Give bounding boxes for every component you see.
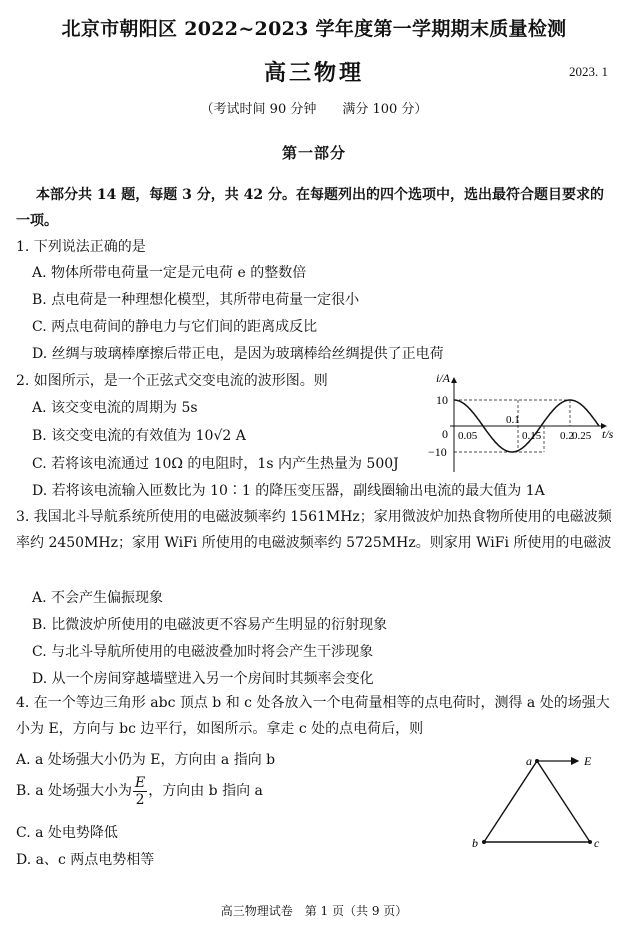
y-pos-label: 10 — [436, 393, 448, 407]
tick-0-2: 0.2 — [560, 430, 574, 442]
exam-info: （考试时间 90 分钟 满分 100 分） — [200, 102, 428, 117]
fraction-denominator: 2 — [135, 791, 145, 808]
q2-option-d: D. 若将该电流输入匝数比为 10∶1 的降压变压器，副线圈输出电流的最大值为 1A — [32, 483, 545, 499]
tick-0-1: 0.1 — [506, 414, 520, 426]
q3-option-d: D. 从一个房间穿越墙壁进入另一个房间时其频率会变化 — [32, 671, 374, 687]
section-title: 第一部分 — [281, 144, 346, 162]
q1-option-a: A. 物体所带电荷量一定是元电荷 e 的整数倍 — [32, 265, 307, 281]
point-b — [482, 840, 486, 844]
origin-label: 0 — [442, 427, 448, 441]
label-a: a — [526, 754, 532, 768]
tick-0-25: 0.25 — [572, 430, 592, 442]
tick-0-15: 0.15 — [522, 430, 542, 442]
exam-date: 2023. 1 — [569, 64, 608, 79]
section-intro: 本部分共 14 题，每题 3 分，共 42 分。在每题列出的四个选项中，选出最符合题目要求的一项。 — [16, 187, 604, 229]
subject-title: 高三物理 — [263, 60, 364, 86]
point-a — [535, 759, 539, 763]
q4-option-b-pre: B. a 处场强大小为 — [16, 783, 132, 799]
q4-stem: 4. 在一个等边三角形 abc 顶点 b 和 c 处各放入一个电荷量相等的点电荷时，测得 a 处的场强大小为 E，方向与 bc 边平行，如图所示。拿走 c 处的点电荷后，则 — [16, 695, 610, 737]
q1-option-b: B. 点电荷是一种理想化模型，其所带电荷量一定很小 — [32, 292, 360, 308]
q3-option-a: A. 不会产生偏振现象 — [32, 590, 164, 606]
y-axis-label: i/A — [436, 371, 450, 385]
q4-triangle-figure — [470, 748, 610, 858]
q2-option-b: B. 该交变电流的有效值为 10√2 A — [32, 428, 246, 444]
triangle-abc — [484, 761, 590, 842]
q2-option-c: C. 若将该电流通过 10Ω 的电阻时，1s 内产生热量为 500J — [32, 456, 399, 472]
q4-option-a: A. a 处场强大小仍为 E，方向由 a 指向 b — [16, 752, 276, 768]
tick-0-05: 0.05 — [458, 430, 478, 442]
q1-option-c: C. 两点电荷间的静电力与它们间的距离成反比 — [32, 319, 318, 335]
q4-option-b-fraction — [133, 775, 147, 808]
q4-option-b-post: ，方向由 b 指向 a — [148, 783, 263, 799]
label-E: E — [584, 754, 592, 768]
q4-option-b — [16, 774, 263, 808]
q1-option-d: D. 丝绸与玻璃棒摩擦后带正电，是因为玻璃棒给丝绸提供了正电荷 — [32, 346, 444, 362]
q4-option-d: D. a、c 两点电势相等 — [16, 852, 155, 868]
q2-option-a: A. 该交变电流的周期为 5s — [32, 400, 198, 416]
exam-title: 北京市朝阳区 2022~2023 学年度第一学期期末质量检测 — [61, 18, 567, 40]
q1-stem: 1. 下列说法正确的是 — [16, 239, 146, 255]
page-footer: 高三物理试卷 第 1 页（共 9 页） — [220, 904, 408, 918]
q3-option-c: C. 与北斗导航所使用的电磁波叠加时将会产生干涉现象 — [32, 644, 374, 660]
point-c — [588, 840, 592, 844]
label-c: c — [594, 836, 600, 850]
fraction-numerator: E — [135, 774, 146, 791]
q2-waveform-graph — [420, 366, 620, 474]
x-axis-label: t/s — [602, 427, 614, 441]
q4-option-c: C. a 处电势降低 — [16, 825, 118, 841]
q3-option-b: B. 比微波炉所使用的电磁波更不容易产生明显的衍射现象 — [32, 617, 388, 633]
label-b: b — [472, 836, 478, 850]
y-neg-label: −10 — [428, 445, 447, 459]
q3-stem: 3. 我国北斗导航系统所使用的电磁波频率约 1561MHz；家用微波炉加热食物所使用的电磁波频率约 2450MHz；家用 WiFi 所使用的电磁波频率约 5725MHz。则家用 WiFi 所使用的电磁波 — [16, 509, 612, 551]
q2-stem: 2. 如图所示，是一个正弦式交变电流的波形图。则 — [16, 373, 328, 389]
